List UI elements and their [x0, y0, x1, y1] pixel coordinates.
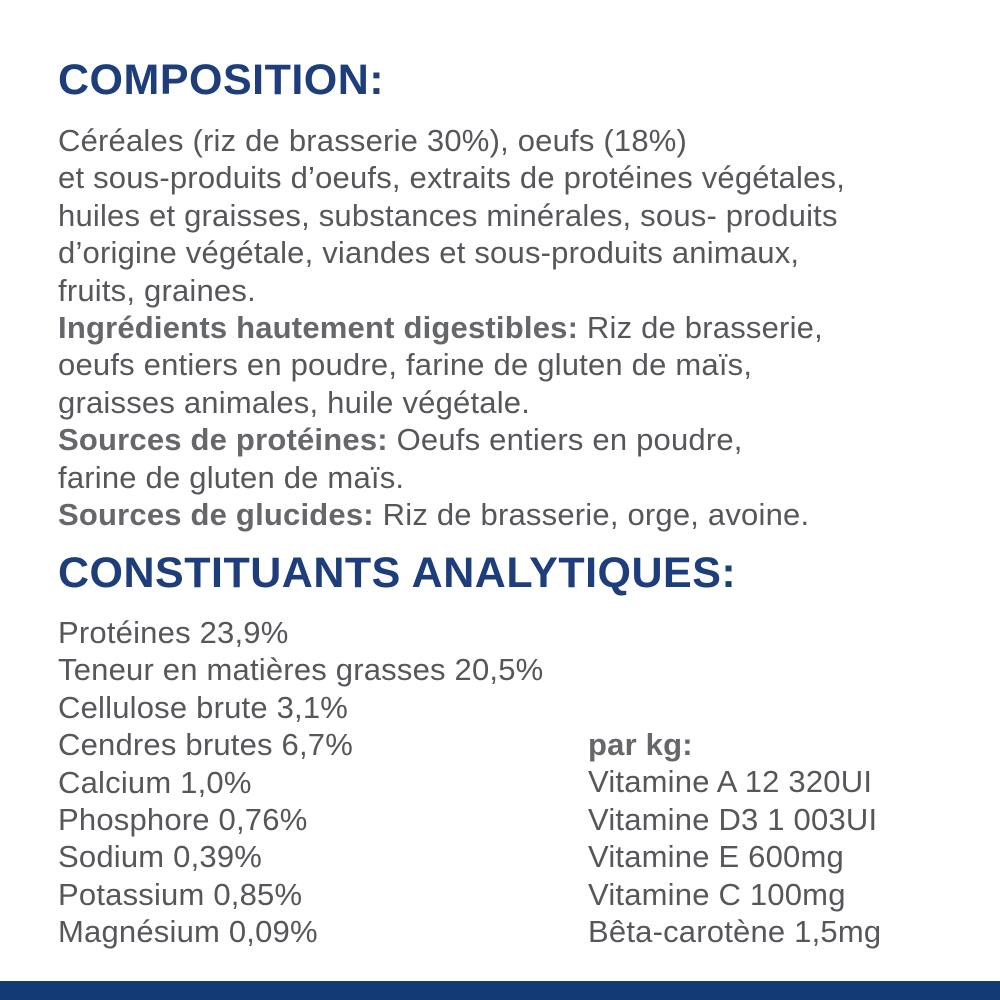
- composition-line: [58, 122, 968, 159]
- composition-line: [58, 159, 968, 196]
- analytics-row: Vitamine E 600mg: [588, 839, 844, 875]
- analytics-row: Vitamine C 100mg: [588, 876, 846, 912]
- composition-line: [58, 197, 968, 234]
- bottom-navy-bar: [0, 981, 1000, 1000]
- composition-line-text: et sous-produits d’oeufs, extraits de protéines végétales,: [58, 160, 846, 196]
- composition-line: [58, 459, 968, 496]
- analytics-row: Potassium 0,85%: [58, 876, 303, 912]
- per-kg-header: par kg:: [588, 727, 693, 762]
- composition-heading: COMPOSITION:: [58, 56, 385, 104]
- composition-line-bold: Ingrédients hautement digestibles:: [58, 310, 579, 346]
- composition-line: [58, 272, 968, 309]
- composition-paragraph: [58, 122, 968, 533]
- analytics-row: Protéines 23,9%: [58, 615, 289, 650]
- analytics-row: Vitamine D3 1 003UI: [588, 801, 878, 837]
- composition-line-bold: Sources de glucides:: [58, 497, 374, 533]
- analytics-heading: CONSTITUANTS ANALYTIQUES:: [58, 549, 737, 597]
- composition-line-text: oeufs entiers en poudre, farine de gluten de maïs,: [58, 347, 753, 383]
- analytics-row: Calcium 1,0%: [58, 764, 252, 800]
- composition-line-text: huiles et graisses, substances minérales, sous- produits: [58, 197, 838, 233]
- composition-line-text: graisses animales, huile végétale.: [58, 384, 531, 420]
- analytics-left-column: [58, 614, 678, 951]
- composition-line: [58, 346, 968, 383]
- composition-line-text: Riz de brasserie,: [578, 310, 823, 346]
- composition-line-text: fruits, graines.: [58, 272, 256, 308]
- analytics-row: Cellulose brute 3,1%: [58, 689, 349, 725]
- composition-line-text: d’origine végétale, viandes et sous-produits animaux,: [58, 235, 800, 271]
- composition-line-text: Riz de brasserie, orge, avoine.: [373, 497, 810, 533]
- analytics-row: Sodium 0,39%: [58, 839, 263, 875]
- composition-line: [58, 421, 968, 458]
- analytics-row: Phosphore 0,76%: [58, 802, 308, 838]
- composition-line-text: farine de gluten de maïs.: [58, 459, 405, 495]
- composition-line: [58, 309, 968, 346]
- analytics-row: Vitamine A 12 320UI: [588, 764, 873, 800]
- analytics-row: Magnésium 0,09%: [58, 914, 318, 950]
- composition-line: [58, 496, 968, 533]
- analytics-row: Cendres brutes 6,7%: [58, 727, 354, 763]
- composition-line-text: Oeufs entiers en poudre,: [387, 422, 743, 458]
- analytics-row: Teneur en matières grasses 20,5%: [58, 652, 544, 688]
- composition-line-text: Céréales (riz de brasserie 30%), oeufs (18%): [58, 123, 688, 158]
- analytics-row: Bêta-carotène 1,5mg: [588, 914, 882, 950]
- composition-line: [58, 234, 968, 271]
- composition-line-bold: Sources de protéines:: [58, 422, 388, 458]
- analytics-right-column: [588, 726, 988, 950]
- composition-line: [58, 384, 968, 421]
